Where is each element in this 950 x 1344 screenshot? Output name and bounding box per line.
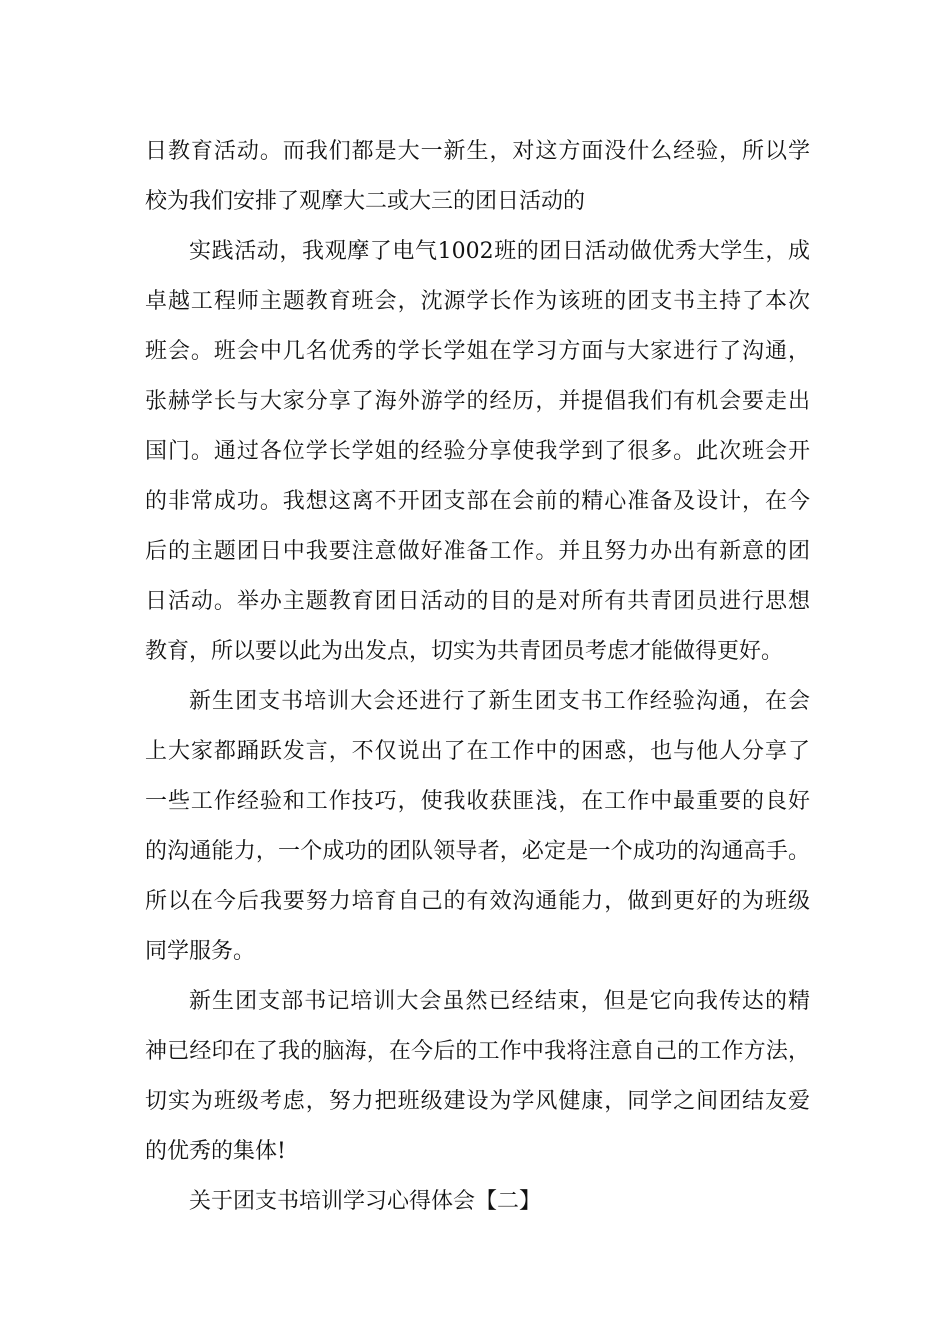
text-line: 卓越工程师主题教育班会，沈源学长作为该班的团支书主持了本次 <box>145 289 810 314</box>
text-line: 后的主题团日中我要注意做好准备工作。并且努力办出有新意的团 <box>145 539 810 564</box>
text-line: 班会。班会中几名优秀的学长学姐在学习方面与大家进行了沟通， <box>145 339 810 364</box>
text-line: 所以在今后我要努力培育自己的有效沟通能力，做到更好的为班级 <box>145 889 810 914</box>
text-line: 神已经印在了我的脑海，在今后的工作中我将注意自己的工作方法， <box>145 1039 810 1064</box>
text-line: 实践活动，我观摩了电气1002班的团日活动做优秀大学生，成 <box>189 239 810 264</box>
text-line: 的非常成功。我想这离不开团支部在会前的精心准备及设计，在今 <box>145 489 810 514</box>
text-line: 国门。通过各位学长学姐的经验分享使我学到了很多。此次班会开 <box>145 439 810 464</box>
paragraph <box>145 977 810 1177</box>
text-line: 的优秀的集体! <box>145 1139 286 1164</box>
text-line: 新生团支部书记培训大会虽然已经结束，但是它向我传达的精 <box>189 989 810 1014</box>
text-line: 同学服务。 <box>145 939 256 964</box>
paragraph <box>145 677 810 977</box>
document-body <box>145 127 810 1227</box>
text-line: 校为我们安排了观摩大二或大三的团日活动的 <box>145 189 586 214</box>
text-line: 教育，所以要以此为出发点，切实为共青团员考虑才能做得更好。 <box>145 639 784 664</box>
text-line: 一些工作经验和工作技巧，使我收获匪浅，在工作中最重要的良好 <box>145 789 810 814</box>
section-heading <box>145 1177 810 1227</box>
text-line: 新生团支书培训大会还进行了新生团支书工作经验沟通，在会 <box>189 689 810 714</box>
paragraph <box>145 227 810 677</box>
text-line: 日活动。举办主题教育团日活动的目的是对所有共青团员进行思想 <box>145 589 810 614</box>
text-line: 的沟通能力，一个成功的团队领导者，必定是一个成功的沟通高手。 <box>145 839 810 864</box>
text-line: 切实为班级考虑，努力把班级建设为学风健康，同学之间团结友爱 <box>145 1089 810 1114</box>
paragraph <box>145 127 810 227</box>
text-line: 日教育活动。而我们都是大一新生，对这方面没什么经验，所以学 <box>145 139 810 164</box>
text-line: 张赫学长与大家分享了海外游学的经历，并提倡我们有机会要走出 <box>145 389 810 414</box>
text-line: 关于团支书培训学习心得体会【二】 <box>189 1189 542 1214</box>
text-line: 上大家都踊跃发言，不仅说出了在工作中的困惑，也与他人分享了 <box>145 739 810 764</box>
